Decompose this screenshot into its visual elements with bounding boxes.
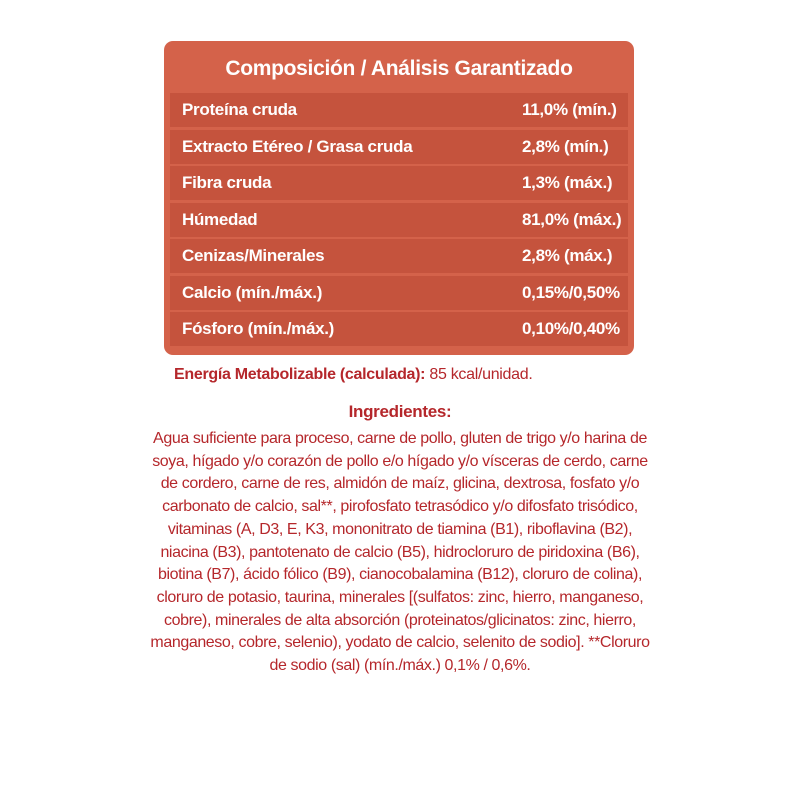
row-label: Cenizas/Minerales	[182, 246, 325, 265]
row-value: 2,8% (máx.)	[522, 246, 613, 265]
table-rows	[170, 93, 628, 346]
row-label: Proteína cruda	[182, 100, 297, 119]
table-title: Composición / Análisis Garantizado	[225, 57, 573, 80]
row-value: 81,0% (máx.)	[522, 209, 622, 229]
row-label: Extracto Etéreo / Grasa cruda	[182, 136, 413, 156]
row-value: 2,8% (mín.)	[522, 136, 609, 156]
table-row	[170, 276, 628, 310]
table-row	[170, 166, 628, 200]
table-row	[170, 93, 628, 127]
row-label: Fósforo (mín./máx.)	[182, 319, 335, 338]
energy-label: Energía Metabolizable (calculada):	[174, 366, 426, 383]
table-row	[170, 130, 628, 164]
ingredients-text: Agua suficiente para proceso, carne de pollo, gluten de trigo y/o harina de soya, hígado y/o corazón de pollo e/o hígado y/o vísceras de cerdo, carne de cordero, carne de res, almidón de maíz, glicina, dextrosa, fosfato y/o carbonato de calcio, sal**, pirofosfato tetrasódico y/o difosfato trisódico, vitaminas (A, D3, E, K3, mononitrato de tiamina (B1), riboflavina (B2), niacina (B3), pantotenato de calcio (B5), hidrocloruro de piridoxina (B6), biotina (B7), ácido fólico (B9), cianocobalamina (B12), cloruro de colina), cloruro de potasio, taurina, minerales [(sulfatos: zinc, hierro, manganeso, cobre), minerales de alta absorción (proteinatos/glicinatos: zinc, hierro, manganeso, cobre, selenio), yodato de calcio, selenito de sodio]. **Cloruro de sodio (sal) (mín./máx.) 0,1% / 0,6%.	[150, 430, 650, 675]
row-label: Fibra cruda	[182, 173, 272, 192]
analysis-table	[164, 41, 634, 355]
table-row	[170, 312, 628, 346]
row-value: 11,0% (mín.)	[522, 100, 617, 119]
table-row	[170, 203, 628, 237]
energy-line	[174, 366, 533, 384]
energy-value: 85 kcal/unidad.	[429, 366, 533, 383]
row-value: 0,15%/0,50%	[522, 282, 620, 302]
row-value: 0,10%/0,40%	[522, 319, 620, 338]
ingredients-title: Ingredientes:	[348, 402, 452, 421]
row-value: 1,3% (máx.)	[522, 173, 613, 192]
table-row	[170, 239, 628, 273]
row-label: Calcio (mín./máx.)	[182, 282, 323, 302]
row-label: Húmedad	[182, 209, 258, 229]
